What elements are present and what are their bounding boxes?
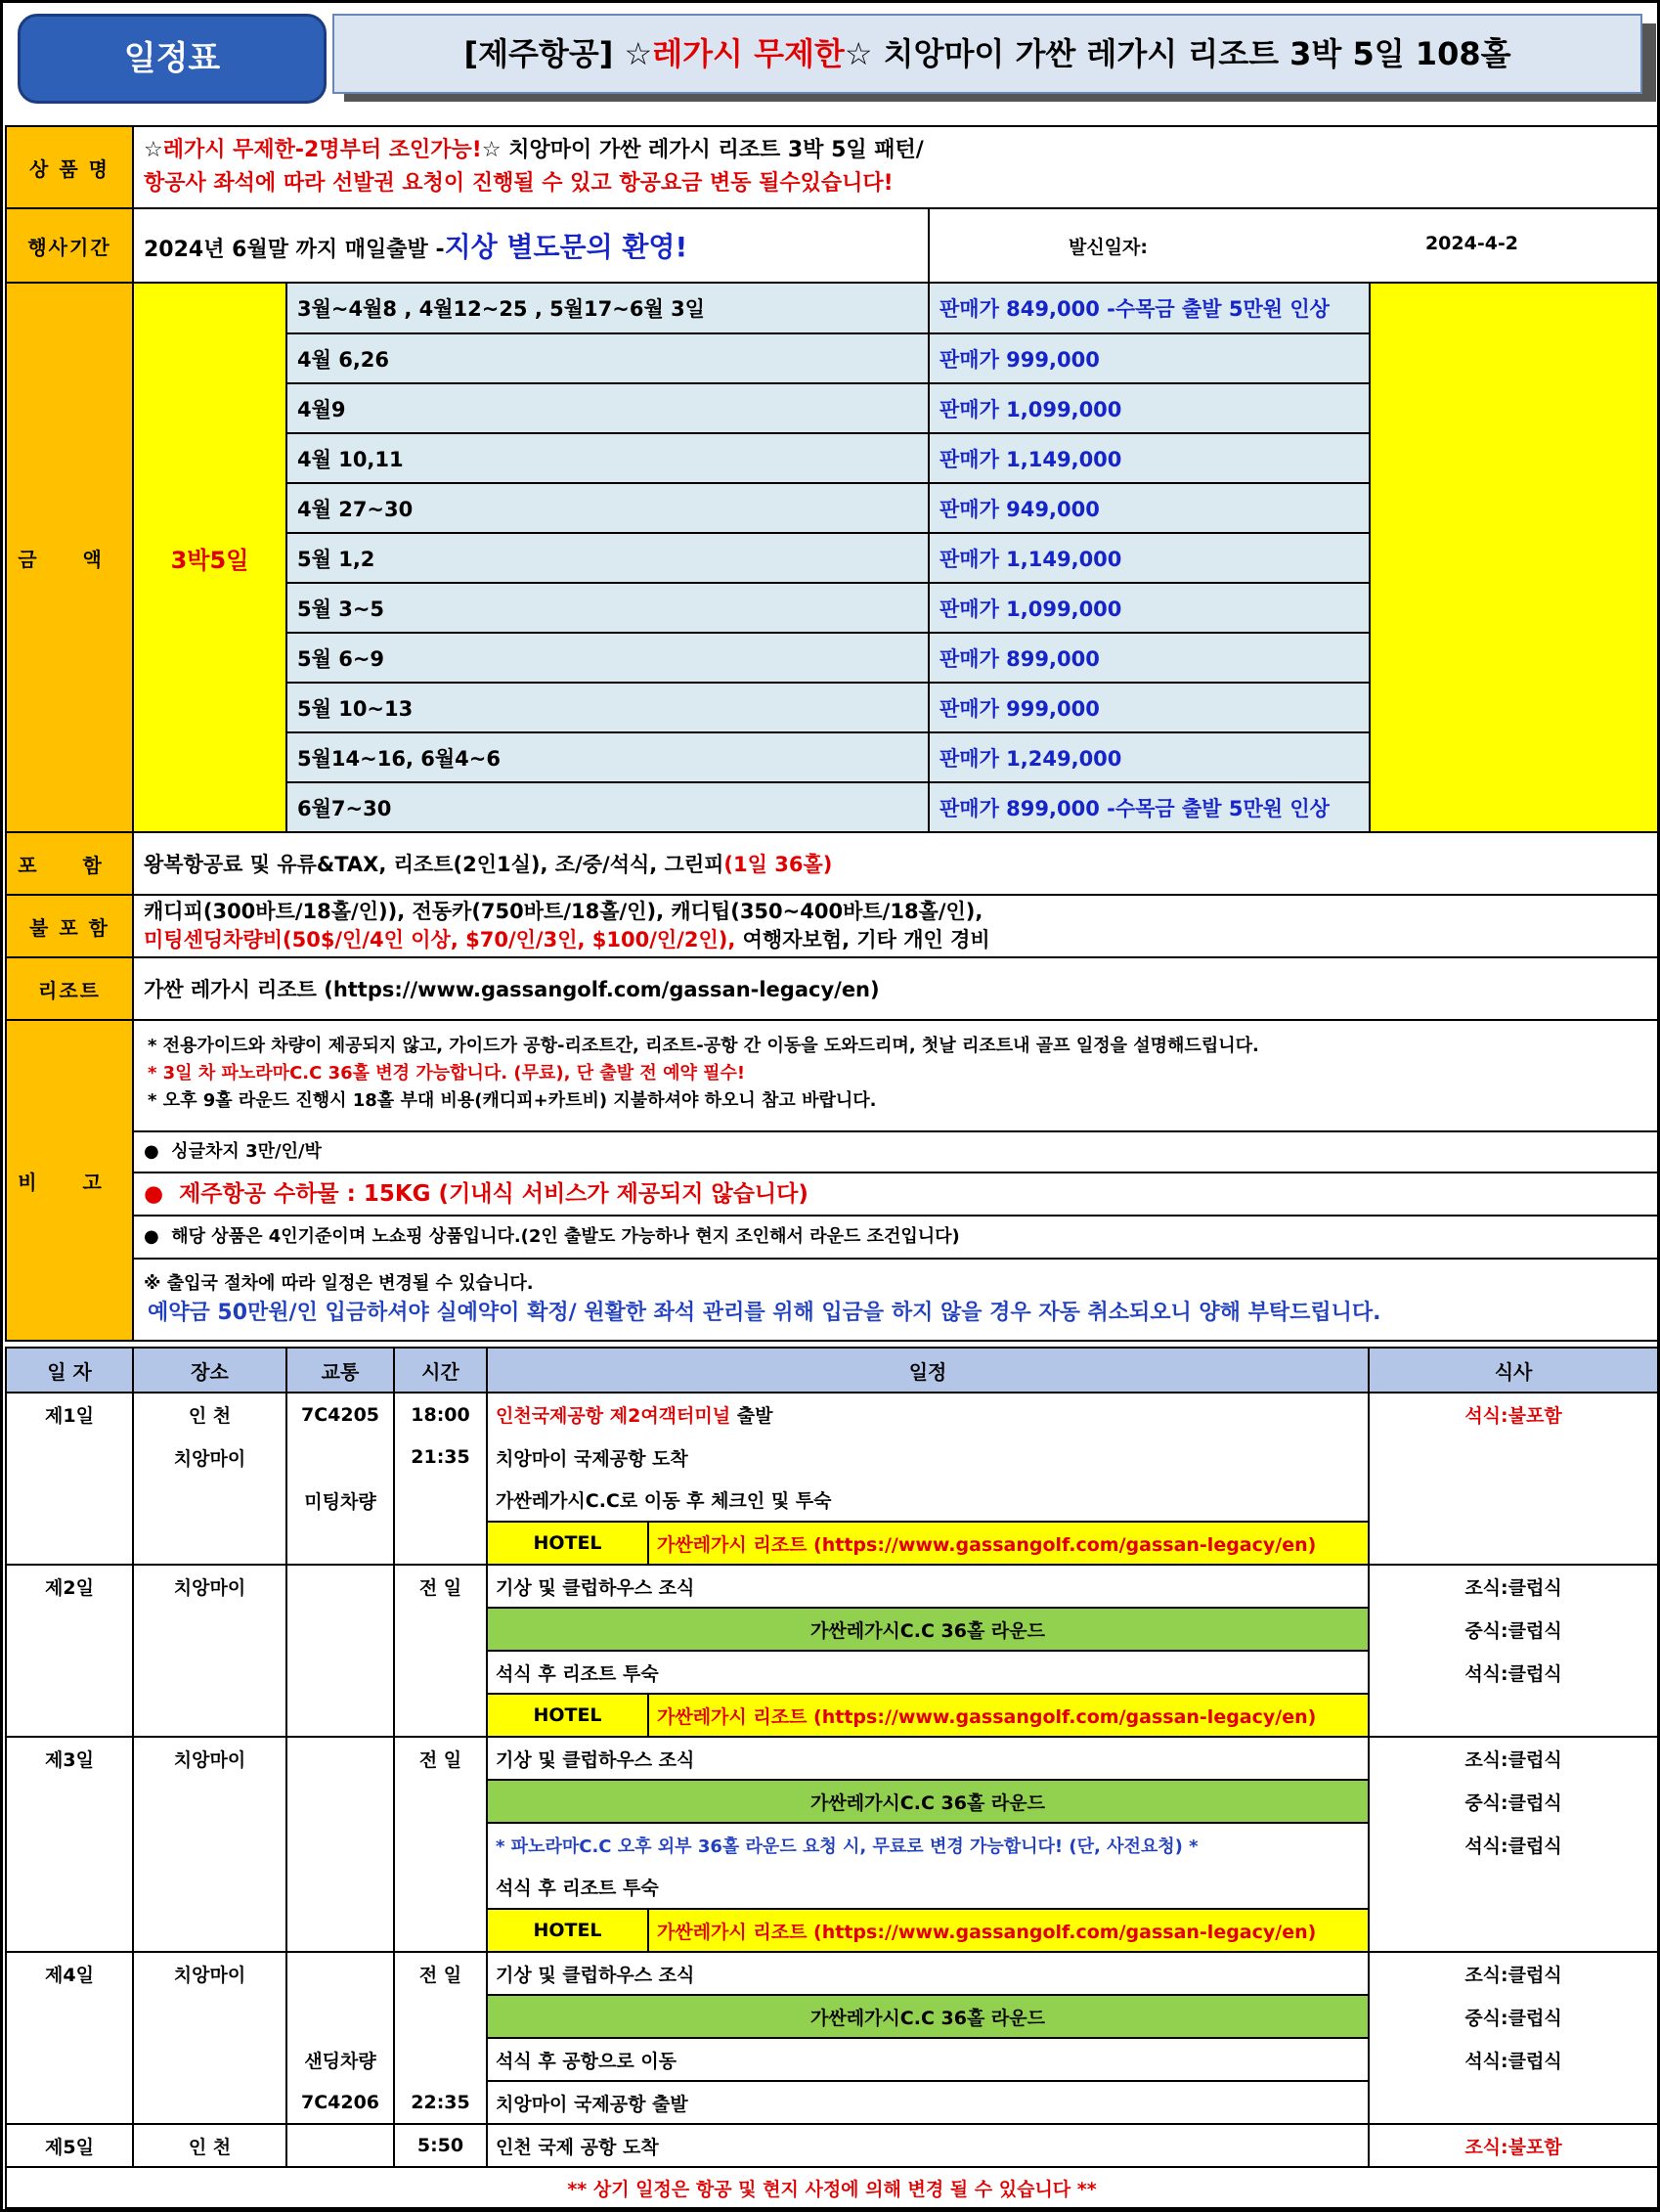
fourpax-text: 해당 상품은 4인기준이며 노쇼핑 상품입니다.(2인 출발도 가능하나 현지 조인해서 라운드 조건입니다) — [171, 1226, 960, 1247]
price-row — [6, 283, 1658, 333]
col-day: 일 자 — [6, 1348, 133, 1393]
time: 전 일 — [394, 1737, 487, 1780]
day-label: 제1일 — [6, 1393, 133, 1436]
flight: 7C4205 — [286, 1393, 394, 1436]
hotel-name: 가싼레가시 리조트 (https://www.gassangolf.com/gassan-legacy/en) — [648, 1694, 1369, 1737]
panorama-note: * 파노라마C.C 오후 외부 36홀 라운드 요청 시, 무료로 변경 가능합니다! (단, 사전요청) * — [487, 1823, 1369, 1866]
price-dates: 5월 6~9 — [286, 633, 929, 683]
schedule-table — [5, 1347, 1659, 2209]
product-highlight: 레가시 무제한-2명부터 조인가능! — [162, 138, 482, 162]
page-title — [332, 14, 1642, 94]
excluded-line1: 캐디피(300바트/18홀/인)), 전동카(750바트/18홀/인), 캐디팁(350~400바트/18홀/인), — [144, 900, 983, 923]
included-text: 왕복항공료 및 유류&TAX, 리조트(2인1실), 조/중/석식, 그린피 — [144, 853, 724, 876]
day1-row — [6, 1479, 1658, 1522]
baggage-note — [134, 1173, 1657, 1217]
meal: 석식:불포함 — [1369, 1393, 1658, 1436]
col-place: 장소 — [133, 1348, 286, 1393]
schedule-footer — [6, 2167, 1658, 2208]
day1-row — [6, 1436, 1658, 1479]
notes-row — [6, 1020, 1658, 1341]
resort-value: 가싼 레가시 리조트 (https://www.gassangolf.com/gassan-legacy/en) — [133, 957, 1658, 1020]
schedule-badge: 일정표 — [18, 14, 327, 104]
place: 인 천 — [133, 2124, 286, 2167]
col-transport: 교통 — [286, 1348, 394, 1393]
itinerary: 치앙마이 국제공항 출발 — [487, 2081, 1369, 2124]
period-highlight: 지상 별도문의 환영! — [444, 231, 688, 263]
period-value — [133, 208, 929, 283]
meal: 중식:클럽식 — [1369, 1780, 1658, 1823]
included-row — [6, 832, 1658, 895]
day3-row — [6, 1866, 1658, 1909]
day3-row — [6, 1780, 1658, 1823]
itinerary-highlight: 인천국제공항 제2여객터미널 — [496, 1405, 731, 1427]
day2-row — [6, 1608, 1658, 1651]
itinerary-text: 출발 — [730, 1405, 773, 1427]
itinerary: 인천 국제 공항 도착 — [487, 2124, 1369, 2167]
meal: 조식:클럽식 — [1369, 1565, 1658, 1608]
price-dates: 4월 6,26 — [286, 333, 929, 383]
day3-row — [6, 1823, 1658, 1866]
time: 21:35 — [394, 1436, 487, 1479]
product-row — [6, 126, 1658, 208]
bullet-icon: ● — [144, 1226, 159, 1247]
deposit-note: 예약금 50만원/인 입금하셔야 실예약이 확정/ 원활한 좌석 관리를 위해 입금을 하지 않을 경우 자동 취소되오니 양해 부탁드립니다. — [148, 1301, 1381, 1325]
included-label: 포 함 — [6, 832, 133, 895]
fourpax-note — [134, 1217, 1657, 1260]
day-label: 제2일 — [6, 1565, 133, 1608]
price-dates: 4월 27~30 — [286, 483, 929, 533]
itinerary: 기상 및 클럽하우스 조식 — [487, 1737, 1369, 1780]
baggage-text: 제주항공 수하물 : 15KG (기내식 서비스가 제공되지 않습니다) — [179, 1181, 808, 1207]
hotel-label: HOTEL — [487, 1694, 648, 1737]
price-value: 판매가 1,149,000 — [929, 433, 1370, 483]
meal: 조식:클럽식 — [1369, 1737, 1658, 1780]
price-dates: 5월14~16, 6월4~6 — [286, 732, 929, 782]
single-charge-text: 싱글차지 3만/인/박 — [171, 1141, 322, 1162]
day3-hotel-row — [6, 1909, 1658, 1952]
itinerary: 석식 후 리조트 투숙 — [487, 1866, 1369, 1909]
product-label: 상 품 명 — [6, 126, 133, 208]
day-label: 제4일 — [6, 1952, 133, 1995]
meal: 중식:클럽식 — [1369, 1608, 1658, 1651]
meal: 석식:클럽식 — [1369, 2038, 1658, 2081]
transport: 미팅차량 — [286, 1479, 394, 1522]
price-value: 판매가 1,099,000 — [929, 383, 1370, 433]
deposit-block — [134, 1260, 1657, 1340]
hotel-name: 가싼레가시 리조트 (https://www.gassangolf.com/gassan-legacy/en) — [648, 1909, 1369, 1952]
itinerary — [487, 1393, 1369, 1436]
time: 5:50 — [394, 2124, 487, 2167]
price-dates: 5월 10~13 — [286, 683, 929, 732]
price-side-fill — [1370, 283, 1658, 832]
day4-row — [6, 2081, 1658, 2124]
price-value: 판매가 999,000 — [929, 683, 1370, 732]
excluded-label: 불 포 함 — [6, 895, 133, 957]
excluded-line2: 여행자보험, 기타 개인 경비 — [735, 928, 990, 951]
note-9hole: * 오후 9홀 라운드 진행시 18홀 부대 비용(캐디피+카트비) 지불하셔야 하오니 참고 바랍니다. — [148, 1090, 877, 1111]
price-dates: 4월9 — [286, 383, 929, 433]
col-time: 시간 — [394, 1348, 487, 1393]
schedule-header — [6, 1348, 1658, 1393]
price-value: 판매가 849,000 -수목금 출발 5만원 인상 — [929, 283, 1370, 333]
time: 전 일 — [394, 1565, 487, 1608]
price-dates: 5월 3~5 — [286, 583, 929, 633]
excluded-row — [6, 895, 1658, 957]
excluded-meeting-fee: 미팅센딩차량비(50$/인/4인 이상, $70/인/3인, $100/인/2인), — [144, 928, 736, 951]
meal: 조식:클럽식 — [1369, 1952, 1658, 1995]
col-itinerary: 일정 — [487, 1348, 1369, 1393]
place: 치앙마이 — [133, 1952, 286, 1995]
itinerary: 석식 후 리조트 투숙 — [487, 1651, 1369, 1694]
duration-cell: 3박5일 — [133, 283, 286, 832]
transport: 샌딩차량 — [286, 2038, 394, 2081]
price-dates: 4월 10,11 — [286, 433, 929, 483]
issue-date-label: 발신일자: — [1068, 236, 1148, 258]
price-dates: 5월 1,2 — [286, 533, 929, 583]
price-value: 판매가 949,000 — [929, 483, 1370, 533]
price-label: 금 액 — [6, 283, 133, 832]
itinerary: 기상 및 클럽하우스 조식 — [487, 1952, 1369, 1995]
meal: 조식:불포함 — [1369, 2124, 1658, 2167]
day5-row — [6, 2124, 1658, 2167]
hotel-label: HOTEL — [487, 1909, 648, 1952]
title-suffix: ☆ 치앙마이 가싼 레가시 리조트 3박 5일 108홀 — [844, 35, 1511, 72]
golf-round: 가싼레가시C.C 36홀 라운드 — [487, 1780, 1369, 1823]
bullet-icon: ● — [144, 1141, 159, 1162]
price-value: 판매가 999,000 — [929, 333, 1370, 383]
change-note: ※ 출입국 절차에 따라 일정은 변경될 수 있습니다. — [144, 1273, 534, 1294]
title-prefix: [제주항공] ☆ — [463, 35, 653, 72]
price-value: 판매가 1,149,000 — [929, 533, 1370, 583]
issue-date-cell — [929, 208, 1658, 283]
meal: 석식:클럽식 — [1369, 1823, 1658, 1866]
place: 치앙마이 — [133, 1436, 286, 1479]
col-meal: 식사 — [1369, 1348, 1658, 1393]
price-dates: 3월~4월8 , 4월12~25 , 5월17~6월 3일 — [286, 283, 929, 333]
day-label: 제5일 — [6, 2124, 133, 2167]
day2-row — [6, 1565, 1658, 1608]
time: 22:35 — [394, 2081, 487, 2124]
day4-row — [6, 1995, 1658, 2038]
resort-label: 리조트 — [6, 957, 133, 1020]
time: 18:00 — [394, 1393, 487, 1436]
price-value: 판매가 899,000 -수목금 출발 5만원 인상 — [929, 782, 1370, 832]
resort-row — [6, 957, 1658, 1020]
itinerary: 치앙마이 국제공항 도착 — [487, 1436, 1369, 1479]
day2-hotel-row — [6, 1694, 1658, 1737]
star-icon: ☆ — [144, 138, 163, 162]
note-panorama: * 3일 차 파노라마C.C 36홀 변경 가능합니다. (무료), 단 출발 전 예약 필수! — [148, 1063, 746, 1084]
golf-round: 가싼레가시C.C 36홀 라운드 — [487, 1608, 1369, 1651]
period-row — [6, 208, 1658, 283]
price-dates: 6월7~30 — [286, 782, 929, 832]
day4-row — [6, 2038, 1658, 2081]
hotel-label: HOTEL — [487, 1522, 648, 1565]
meal: 석식:클럽식 — [1369, 1651, 1658, 1694]
title-highlight: 레가시 무제한 — [652, 35, 845, 72]
note-guide: * 전용가이드와 차량이 제공되지 않고, 가이드가 공항-리조트간, 리조트-공항 간 이동을 도와드리며, 첫날 리조트내 골프 일정을 설명해드립니다. — [148, 1036, 1259, 1056]
flight: 7C4206 — [286, 2081, 394, 2124]
product-line1: ☆ 치앙마이 가싼 레가시 리조트 3박 5일 패턴/ — [481, 138, 924, 162]
footer-note: ** 상기 일정은 항공 및 현지 사정에 의해 변경 될 수 있습니다 ** — [6, 2167, 1658, 2208]
notes-block — [134, 1021, 1657, 1132]
info-table — [5, 125, 1659, 1342]
day4-row — [6, 1952, 1658, 1995]
time: 전 일 — [394, 1952, 487, 1995]
itinerary: 가싼레가시C.C로 이동 후 체크인 및 투숙 — [487, 1479, 1369, 1522]
itinerary: 기상 및 클럽하우스 조식 — [487, 1565, 1369, 1608]
notes-label: 비 고 — [6, 1020, 133, 1341]
place: 치앙마이 — [133, 1737, 286, 1780]
issue-date-value: 2024-4-2 — [1424, 232, 1519, 254]
price-value: 판매가 1,099,000 — [929, 583, 1370, 633]
meal: 중식:클럽식 — [1369, 1995, 1658, 2038]
day2-row — [6, 1651, 1658, 1694]
place: 인 천 — [133, 1393, 286, 1436]
price-value: 판매가 1,249,000 — [929, 732, 1370, 782]
golf-round: 가싼레가시C.C 36홀 라운드 — [487, 1995, 1369, 2038]
day-label: 제3일 — [6, 1737, 133, 1780]
product-line2: 항공사 좌석에 따라 선발권 요청이 진행될 수 있고 항공요금 변동 될수있습니다! — [144, 171, 894, 196]
price-value: 판매가 899,000 — [929, 633, 1370, 683]
included-value — [133, 832, 1658, 895]
notes-cell — [133, 1020, 1658, 1341]
day1-hotel-row — [6, 1522, 1658, 1565]
itinerary: 석식 후 공항으로 이동 — [487, 2038, 1369, 2081]
hotel-name: 가싼레가시 리조트 (https://www.gassangolf.com/gassan-legacy/en) — [648, 1522, 1369, 1565]
product-value — [133, 126, 1658, 208]
included-holes: (1일 36홀) — [723, 853, 833, 876]
period-label: 행사기간 — [6, 208, 133, 283]
single-charge — [134, 1132, 1657, 1173]
day1-row — [6, 1393, 1658, 1436]
excluded-value — [133, 895, 1658, 957]
bullet-icon: ● — [144, 1181, 164, 1207]
day3-row — [6, 1737, 1658, 1780]
place: 치앙마이 — [133, 1565, 286, 1608]
period-text: 2024년 6월말 까지 매일출발 - — [144, 238, 445, 262]
